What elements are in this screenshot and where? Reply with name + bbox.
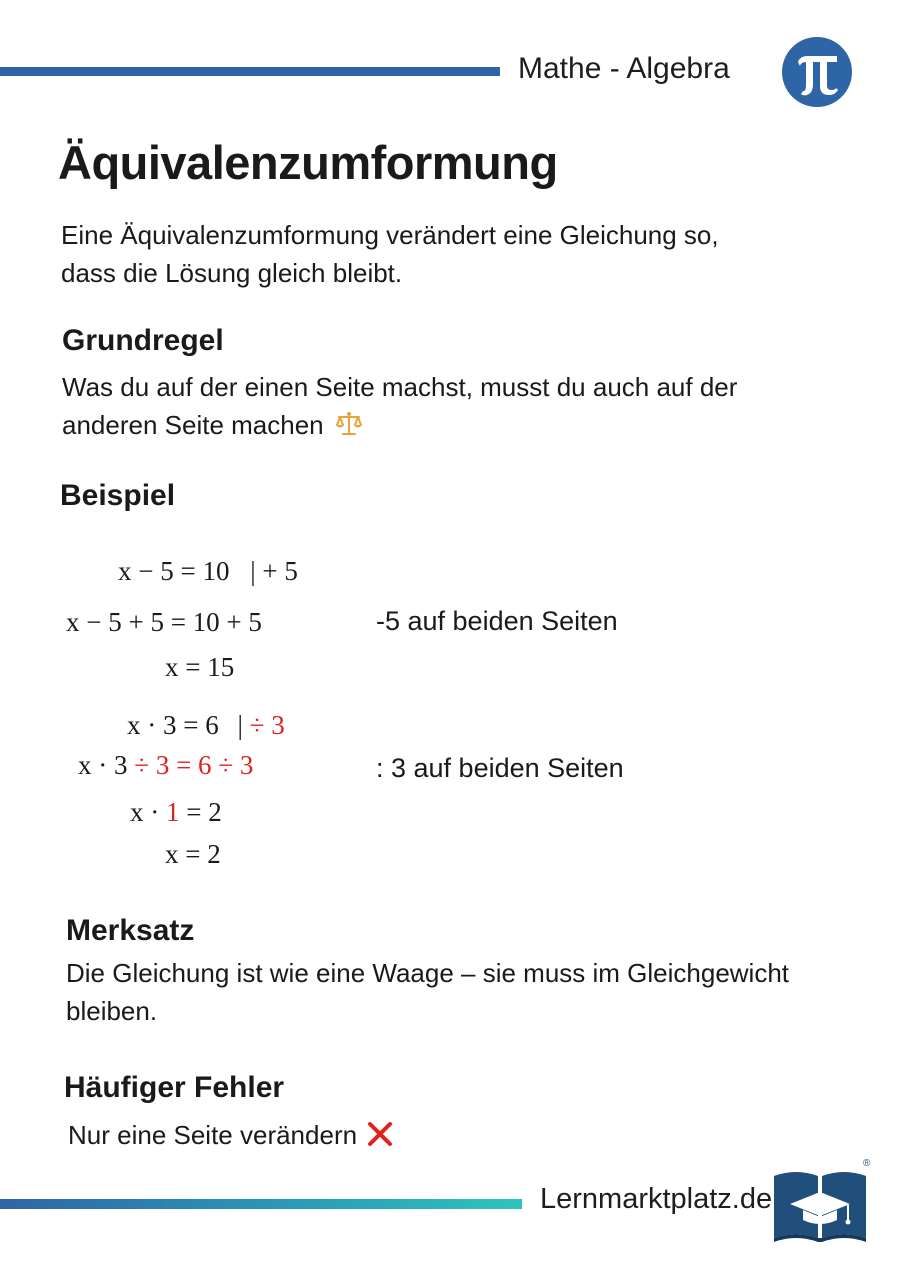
book-graduation-cap-icon	[770, 1162, 870, 1248]
balance-scale-icon	[335, 411, 363, 437]
intro-text	[61, 216, 841, 292]
intro-line-1: Eine Äquivalenzumformung verändert eine Gleichung so,	[61, 220, 719, 250]
page-title: Äquivalenzumformung	[58, 136, 558, 189]
merksatz-line-2: bleiben.	[66, 996, 158, 1026]
example1-note: -5 auf beiden Seiten	[376, 606, 618, 636]
brand-logo	[770, 1158, 871, 1248]
beispiel-heading: Beispiel	[60, 479, 176, 512]
example2-equation-4: x = 2	[165, 839, 221, 869]
example1-equation-2: x − 5 + 5 = 10 + 5	[66, 607, 262, 637]
grundregel-text	[62, 368, 862, 444]
subject-label: Mathe - Algebra	[518, 52, 730, 85]
example1-eq1-operation: | + 5	[250, 556, 298, 586]
example1-equation-1	[118, 556, 298, 587]
example2-equation-3	[130, 797, 222, 828]
pi-badge	[782, 37, 852, 107]
example1-equation-3: x = 15	[165, 652, 235, 682]
example2-eq2-rhs: = 6 ÷ 3	[176, 750, 254, 780]
example2-eq3-rhs: = 2	[186, 797, 222, 827]
footer-accent-bar	[0, 1199, 522, 1209]
example2-eq2-part-a: x · 3	[78, 750, 128, 780]
example2-eq2-highlight: ÷ 3	[134, 750, 170, 780]
footer-brand: Lernmarktplatz.de	[540, 1183, 773, 1215]
merksatz-text	[66, 954, 866, 1030]
grundregel-line-2	[62, 406, 862, 444]
fehler-text-label: Nur eine Seite verändern	[68, 1120, 358, 1150]
example2-eq1-lhs: x · 3 = 6	[127, 710, 219, 740]
example2-eq3-highlight: 1	[166, 797, 180, 827]
cross-mark-icon	[366, 1120, 394, 1148]
example2-eq1-operation: ÷ 3	[249, 710, 285, 740]
example2-note: : 3 auf beiden Seiten	[376, 753, 624, 783]
fehler-text	[68, 1116, 394, 1154]
example1-eq1-lhs: x − 5 = 10	[118, 556, 230, 586]
grundregel-line-2-text: anderen Seite machen	[62, 410, 324, 440]
merksatz-heading: Merksatz	[66, 914, 195, 947]
example2-equation-2	[78, 750, 253, 781]
example2-eq1-bar: |	[237, 710, 243, 740]
example2-equation-1	[127, 710, 285, 741]
intro-line-2: dass die Lösung gleich bleibt.	[61, 258, 403, 288]
registered-mark: ®	[863, 1158, 871, 1169]
pi-icon	[782, 37, 852, 107]
merksatz-line-1: Die Gleichung ist wie eine Waage – sie muss im Gleichgewicht	[66, 958, 790, 988]
grundregel-line-1: Was du auf der einen Seite machst, musst du auch auf der	[62, 372, 738, 402]
grundregel-heading: Grundregel	[62, 324, 224, 357]
fehler-heading: Häufiger Fehler	[64, 1071, 285, 1104]
example2-eq3-part-a: x ·	[130, 797, 160, 827]
header-accent-bar	[0, 67, 500, 76]
